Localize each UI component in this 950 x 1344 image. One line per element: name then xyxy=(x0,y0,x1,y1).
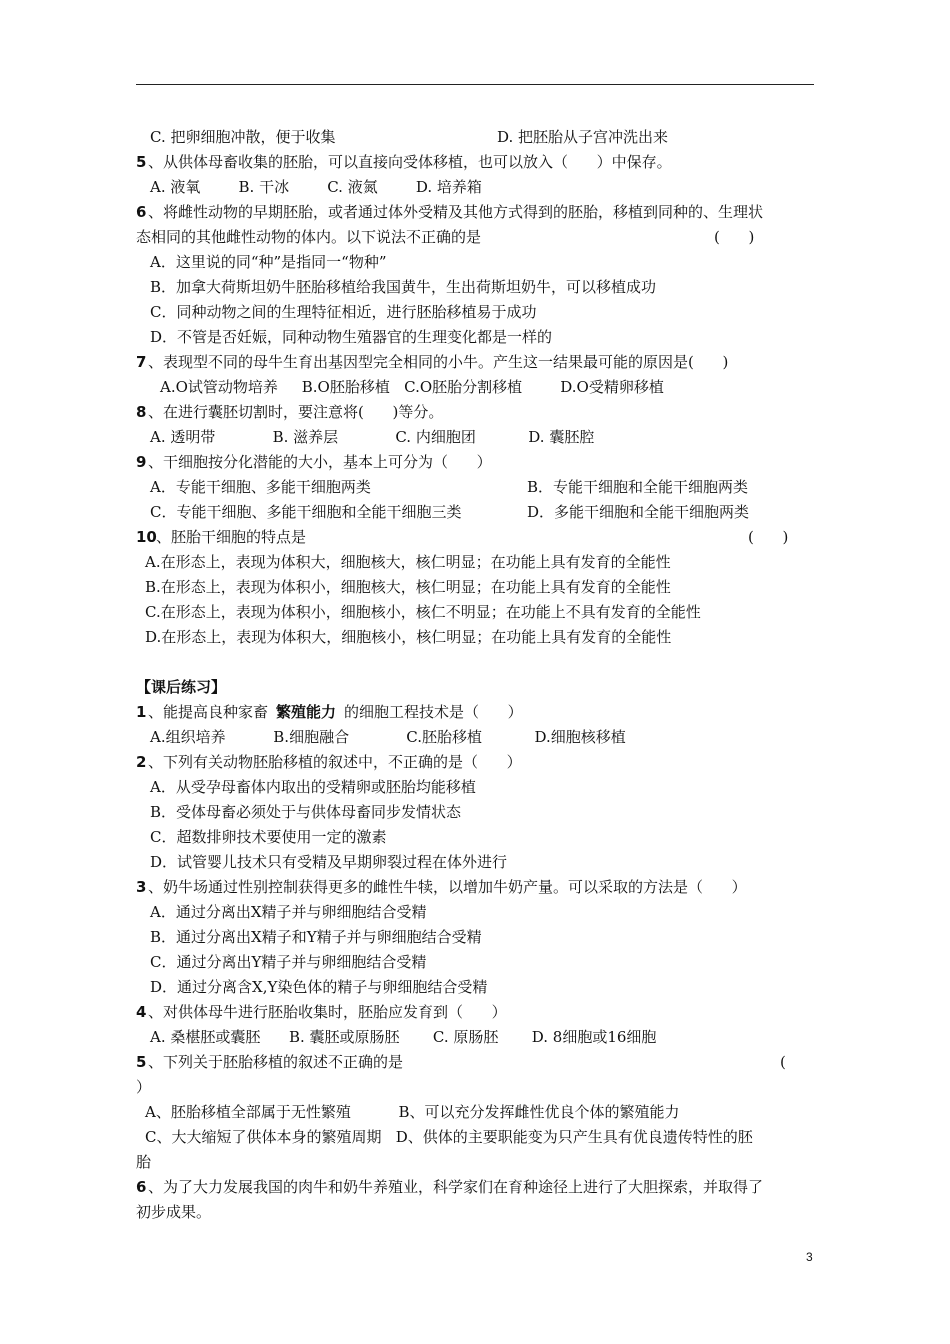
text-line: A、胚胎移植全部属于无性繁殖 B、可以充分发挥雌性优良个体的繁殖能力 xyxy=(145,1103,680,1121)
section-heading: 【课后练习】 xyxy=(136,678,227,696)
text-line: B．加拿大荷斯坦奶牛胚胎移植给我国黄牛，生出荷斯坦奶牛，可以移植成功 xyxy=(150,278,657,296)
text-line: 、从供体母畜收集的胚胎，可以直接向受体移植，也可以放入（ ）中保存。 xyxy=(148,153,672,171)
question-number: 5 xyxy=(136,153,147,171)
question-number: 繁殖能力 xyxy=(276,703,337,721)
text-line: C、大大缩短了供体本身的繁殖周期 D、供体的主要职能变为只产生具有优良遗传特性的胚 xyxy=(145,1128,753,1146)
text-line: D．多能干细胞和全能干细胞两类 xyxy=(527,503,750,521)
text-line: 的细胞工程技术是（ ） xyxy=(344,703,523,721)
text-line: C. 把卵细胞冲散，便于收集 xyxy=(150,128,336,146)
answer-blank: ( xyxy=(780,1053,786,1071)
text-line: 、奶牛场通过性别控制获得更多的雌性牛犊，以增加牛奶产量。可以采取的方法是（ ） xyxy=(148,878,747,896)
text-line: D．不管是否妊娠，同种动物生殖器官的生理变化都是一样的 xyxy=(150,328,553,346)
text-line: 、表现型不同的母牛生育出基因型完全相同的小牛。产生这一结果最可能的原因是( ) xyxy=(148,353,729,371)
text-line: A．通过分离出X精子并与卵细胞结合受精 xyxy=(150,903,427,921)
text-line: 、干细胞按分化潜能的大小，基本上可分为（ ） xyxy=(148,453,492,471)
text-line: 、将雌性动物的早期胚胎，或者通过体外受精及其他方式得到的胚胎，移植到同种的、生理状 xyxy=(148,203,764,221)
text-line: 胎 xyxy=(136,1153,152,1171)
text-line: A. 液氧 B. 干冰 C. 液氮 D. 培养箱 xyxy=(150,178,482,196)
text-line: A. 透明带 B. 滋养层 C. 内细胞团 D. 囊胚腔 xyxy=(150,428,595,446)
text-line: B．受体母畜必须处于与供体母畜同步发情状态 xyxy=(150,803,462,821)
text-line: C.在形态上，表现为体积小，细胞核小，核仁不明显；在功能上不具有发育的全能性 xyxy=(145,603,701,621)
question-number: 8 xyxy=(136,403,147,421)
header-rule xyxy=(136,84,814,85)
question-number: 1 xyxy=(136,703,147,721)
text-line: B.在形态上，表现为体积小，细胞核大，核仁明显；在功能上具有发育的全能性 xyxy=(145,578,671,596)
text-line: A．从受孕母畜体内取出的受精卵或胚胎均能移植 xyxy=(150,778,476,796)
text-line: 、胚胎干细胞的特点是 xyxy=(156,528,307,546)
answer-blank: ( ) xyxy=(714,228,755,246)
question-number: 7 xyxy=(136,353,147,371)
text-line: 、对供体母牛进行胚胎收集时，胚胎应发育到（ ） xyxy=(148,1003,507,1021)
text-line: A．这里说的同“种”是指同一“物种” xyxy=(150,253,387,271)
text-line: C．超数排卵技术要使用一定的激素 xyxy=(150,828,387,846)
question-number: 3 xyxy=(136,878,147,896)
text-line: A. 桑椹胚或囊胚 B. 囊胚或原肠胚 C. 原肠胚 D. 8细胞或16细胞 xyxy=(150,1028,657,1046)
question-number: 4 xyxy=(136,1003,147,1021)
text-line: C．通过分离出Y精子并与卵细胞结合受精 xyxy=(150,953,427,971)
text-line: D.在形态上，表现为体积大，细胞核小，核仁明显；在功能上具有发育的全能性 xyxy=(145,628,672,646)
text-line: 、下列有关动物胚胎移植的叙述中，不正确的是（ ） xyxy=(148,753,522,771)
page-number: 3 xyxy=(806,1250,813,1264)
text-line: B．专能干细胞和全能干细胞两类 xyxy=(527,478,749,496)
text-line: C．同种动物之间的生理特征相近，进行胚胎移植易于成功 xyxy=(150,303,537,321)
text-line: 初步成果。 xyxy=(136,1203,212,1221)
text-line: 、下列关于胚胎移植的叙述不正确的是 xyxy=(148,1053,404,1071)
text-line: A.在形态上，表现为体积大，细胞核大，核仁明显；在功能上具有发育的全能性 xyxy=(145,553,671,571)
text-line: 、为了大力发展我国的肉牛和奶牛养殖业，科学家们在育种途径上进行了大胆探索，并取得了 xyxy=(148,1178,764,1196)
text-line: 态相同的其他雌性动物的体内。以下说法不正确的是 xyxy=(136,228,482,246)
text-line: A.O试管动物培养 B.O胚胎移植 C.O胚胎分割移植 D.O受精卵移植 xyxy=(160,378,664,396)
question-number: 2 xyxy=(136,753,147,771)
text-line: D. 把胚胎从子宫冲洗出来 xyxy=(497,128,669,146)
text-line: 、能提高良种家畜 xyxy=(148,703,269,721)
question-number: 6 xyxy=(136,1178,147,1196)
text-line: 、在进行囊胚切割时，要注意将( )等分。 xyxy=(148,403,444,421)
text-line: C．专能干细胞、多能干细胞和全能干细胞三类 xyxy=(150,503,462,521)
text-line: A.组织培养 B.细胞融合 C.胚胎移植 D.细胞核移植 xyxy=(150,728,626,746)
answer-blank: ( ) xyxy=(748,528,789,546)
question-number: 5 xyxy=(136,1053,147,1071)
text-line: A．专能干细胞、多能干细胞两类 xyxy=(150,478,371,496)
text-line: D．试管婴儿技术只有受精及早期卵裂过程在体外进行 xyxy=(150,853,508,871)
question-number: 6 xyxy=(136,203,147,221)
question-number: 9 xyxy=(136,453,147,471)
question-number: 10 xyxy=(136,528,157,546)
text-line: B．通过分离出X精子和Y精子并与卵细胞结合受精 xyxy=(150,928,482,946)
text-line: ） xyxy=(136,1078,152,1096)
text-line: D．通过分离含X,Y染色体的精子与卵细胞结合受精 xyxy=(150,978,488,996)
